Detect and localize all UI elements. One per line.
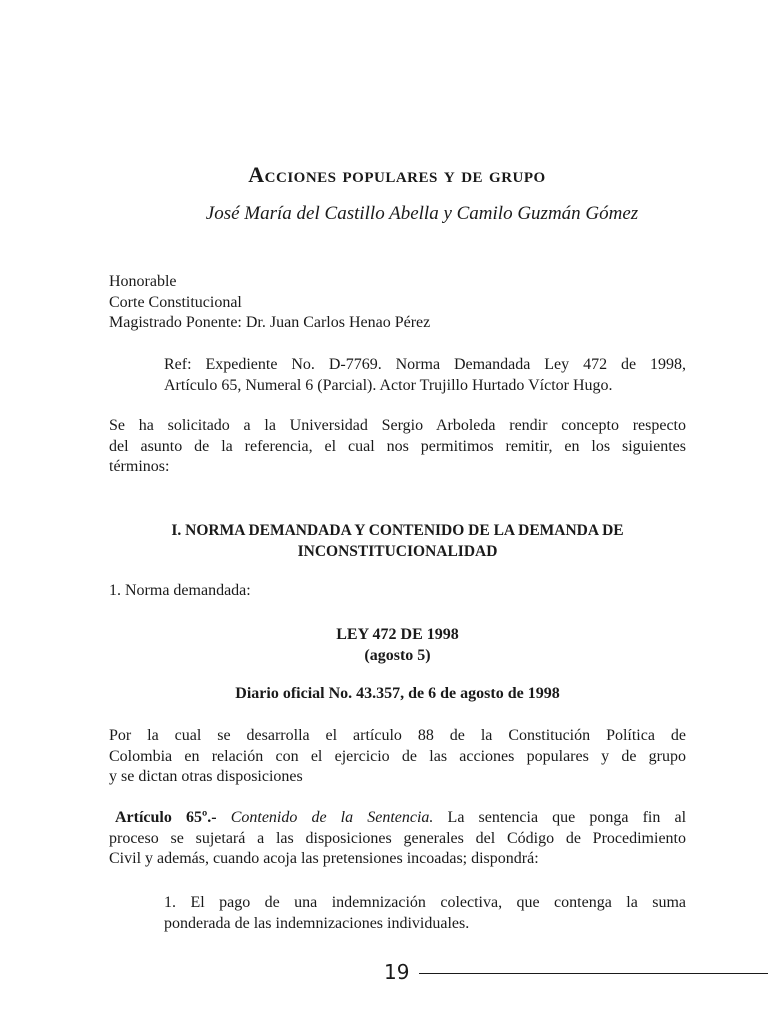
paragraph-line: 1. El pago de una indemnización colectiva, que contenga la suma <box>164 894 686 911</box>
reference-block <box>164 354 686 396</box>
addressee-line: Magistrado Ponente: Dr. Juan Carlos Henao Pérez <box>109 314 431 331</box>
article-paragraph <box>109 808 686 870</box>
reference-line: Artículo 65, Numeral 6 (Parcial). Actor Trujillo Hurtado Víctor Hugo. <box>164 377 613 394</box>
law-date: (agosto 5) <box>364 647 431 664</box>
law-title: LEY 472 DE 1998 <box>336 626 459 643</box>
paragraph-line: del asunto de la referencia, el cual nos permitimos remitir, en los siguientes <box>109 437 686 455</box>
article-heading: Contenido de la Sentencia. <box>230 809 434 826</box>
paragraph-line: Colombia en relación con el ejercicio de las acciones populares y de grupo <box>109 747 686 765</box>
paragraph-line: Por la cual se desarrolla el artículo 88 de la Constitución Política de <box>109 727 686 744</box>
numbered-item <box>164 892 686 934</box>
section-heading <box>109 520 686 562</box>
article-first-line <box>109 808 686 829</box>
paragraph-line: términos: <box>109 458 170 475</box>
law-purpose-paragraph <box>109 726 686 788</box>
section-heading-line: INCONSTITUCIONALIDAD <box>297 543 498 560</box>
paragraph-line: proceso se sujetará a las disposiciones generales del Código de Procedimiento <box>109 829 686 847</box>
addressee-line: Corte Constitucional <box>109 293 242 311</box>
chapter-title: Acciones populares y de grupo <box>248 162 546 187</box>
subsection-label: 1. Norma demandada: <box>109 582 251 599</box>
official-gazette-line: Diario oficial No. 43.357, de 6 de agosto de 1998 <box>235 685 560 702</box>
article-number: Artículo 65º.- <box>115 809 217 826</box>
page-number: 19 <box>384 960 410 984</box>
chapter-authors: José María del Castillo Abella y Camilo Guzmán Gómez <box>205 203 639 224</box>
paragraph-line: y se dictan otras disposiciones <box>109 768 303 785</box>
paragraph-line: Civil y además, cuando acoja las pretensiones incoadas; dispondrá: <box>109 850 539 867</box>
paragraph-line: ponderada de las indemnizaciones individuales. <box>164 915 470 932</box>
addressee-line: Honorable <box>109 273 177 290</box>
article-text: La sentencia que ponga fin al <box>447 809 686 826</box>
addressee-block <box>109 272 430 334</box>
intro-paragraph <box>109 416 686 478</box>
paragraph-line: Se ha solicitado a la Universidad Sergio Arboleda rendir concepto respecto <box>109 417 686 434</box>
footer-rule <box>419 973 768 974</box>
section-heading-line: I. NORMA DEMANDADA Y CONTENIDO DE LA DEMANDA DE <box>171 522 624 539</box>
reference-line: Ref: Expediente No. D-7769. Norma Demandada Ley 472 de 1998, <box>164 356 686 373</box>
law-title-block <box>109 624 686 666</box>
